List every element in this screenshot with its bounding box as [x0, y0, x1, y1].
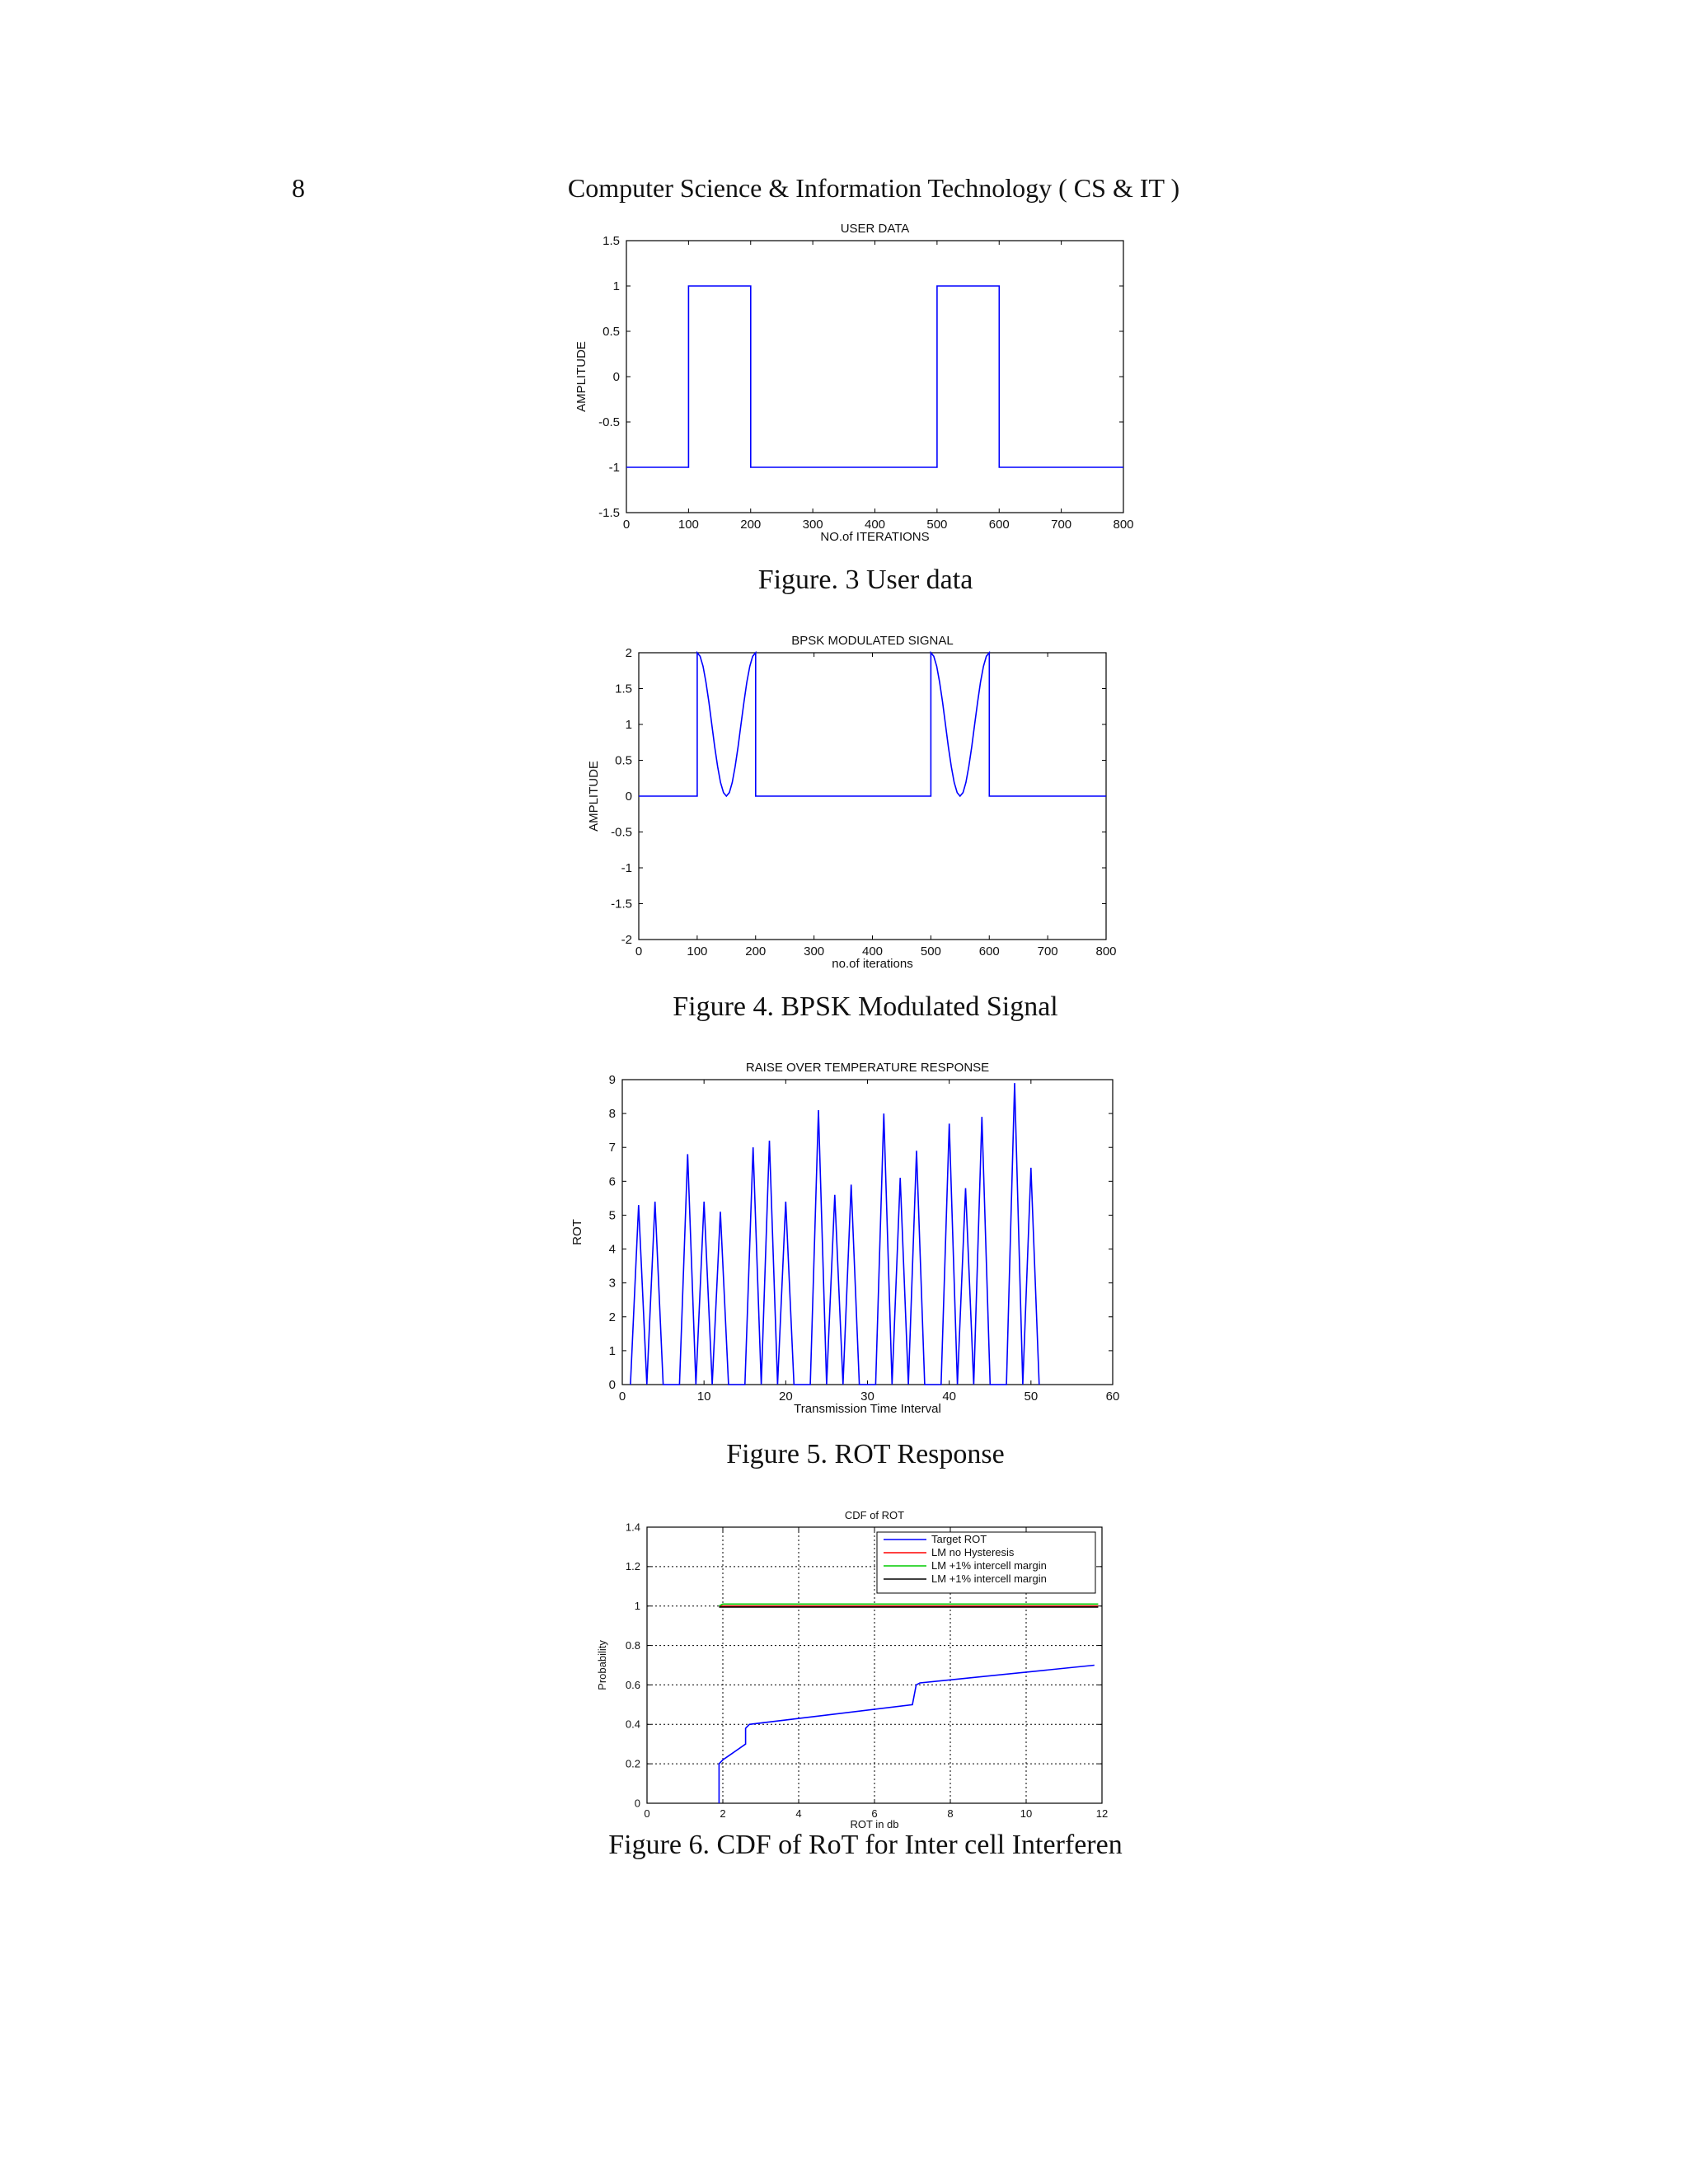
x-tick-label: 400: [864, 518, 886, 532]
y-tick-label: 1.5: [603, 234, 620, 248]
x-axis-label: Transmission Time Interval: [794, 1402, 941, 1416]
x-tick-label: 400: [861, 944, 884, 958]
y-tick-label: 0.4: [625, 1718, 640, 1731]
y-axis-label: AMPLITUDE: [574, 341, 588, 412]
figure-cdf-rot: [593, 1504, 1113, 1830]
y-axis-label: AMPLITUDE: [587, 761, 601, 832]
x-tick-label: 50: [1024, 1390, 1039, 1404]
y-tick-label: 0: [608, 1378, 616, 1392]
plot-frame: [622, 1080, 1113, 1385]
y-tick-label: -1.5: [611, 897, 632, 912]
series-line-0: [639, 653, 1106, 796]
chart-svg: [593, 1504, 1113, 1830]
y-tick-label: 4: [608, 1242, 616, 1257]
legend-label: LM +1% intercell margin: [931, 1572, 1047, 1585]
x-tick-label: 0: [622, 518, 631, 532]
x-tick-label: 20: [778, 1390, 793, 1404]
legend-label: LM no Hysteresis: [931, 1546, 1015, 1558]
y-tick-label: 8: [608, 1107, 616, 1122]
y-tick-label: -1: [621, 861, 632, 875]
y-tick-label: 0.8: [625, 1638, 640, 1652]
y-tick-label: -1.5: [598, 506, 620, 520]
series-line-0: [719, 1666, 1094, 1804]
x-tick-label: 800: [1113, 518, 1134, 532]
chart-title: CDF of ROT: [844, 1509, 905, 1521]
y-tick-label: 9: [608, 1073, 616, 1087]
chart-svg: [560, 216, 1154, 546]
figure-6-caption: Figure 6. CDF of RoT for Inter cell Interferen: [608, 1830, 1123, 1860]
x-tick-label: 12: [1095, 1807, 1109, 1820]
y-tick-label: 1: [634, 1600, 640, 1613]
y-tick-label: 1: [625, 718, 632, 732]
x-tick-label: 700: [1051, 518, 1072, 532]
y-tick-label: -0.5: [598, 415, 620, 429]
y-tick-label: 5: [608, 1208, 616, 1223]
x-tick-label: 0: [644, 1807, 650, 1820]
x-tick-label: 800: [1095, 944, 1117, 958]
x-tick-label: 200: [740, 518, 762, 532]
x-axis-label: ROT in db: [850, 1818, 899, 1830]
y-tick-label: 0.6: [625, 1678, 640, 1691]
y-tick-label: 3: [608, 1276, 616, 1291]
figure-3-caption: Figure. 3 User data: [757, 565, 973, 595]
x-tick-label: 600: [978, 944, 1000, 958]
x-tick-label: 40: [942, 1390, 957, 1404]
x-axis-label: NO.of ITERATIONS: [820, 530, 930, 544]
figure-user-data: [560, 216, 1154, 546]
y-tick-label: 2: [608, 1310, 616, 1324]
figure-5-caption: Figure 5. ROT Response: [726, 1439, 1005, 1469]
y-tick-label: 6: [608, 1174, 616, 1189]
chart-title: USER DATA: [840, 222, 910, 236]
y-tick-label: 1.2: [625, 1560, 640, 1573]
plot-frame: [626, 241, 1123, 513]
y-tick-label: 1: [612, 279, 620, 293]
x-tick-label: 300: [804, 944, 825, 958]
y-tick-label: 1: [608, 1343, 616, 1358]
x-tick-label: 500: [926, 518, 948, 532]
y-tick-label: -0.5: [611, 825, 632, 840]
y-tick-label: 1.4: [625, 1521, 640, 1534]
x-tick-label: 10: [1020, 1807, 1033, 1820]
x-tick-label: 100: [678, 518, 699, 532]
x-tick-label: 8: [947, 1807, 954, 1820]
chart-title: RAISE OVER TEMPERATURE RESPONSE: [745, 1061, 990, 1075]
page-number: 8: [292, 173, 305, 203]
x-tick-label: 4: [795, 1807, 802, 1820]
series-line-0: [631, 1083, 1039, 1385]
x-tick-label: 0: [618, 1390, 626, 1404]
y-tick-label: 1.5: [615, 682, 632, 696]
figure-rot-response: [570, 1055, 1121, 1418]
x-tick-label: 100: [687, 944, 708, 958]
x-tick-label: 60: [1105, 1390, 1120, 1404]
chart-svg: [570, 1055, 1121, 1418]
y-tick-label: 7: [608, 1141, 616, 1155]
y-tick-label: -1: [608, 461, 620, 475]
x-tick-label: 0: [635, 944, 643, 958]
x-tick-label: 6: [871, 1807, 878, 1820]
y-tick-label: 0: [612, 370, 620, 384]
x-tick-label: 700: [1037, 944, 1058, 958]
chart-svg: [577, 628, 1154, 974]
x-tick-label: 500: [920, 944, 941, 958]
y-tick-label: 0.2: [625, 1757, 640, 1770]
y-tick-label: 0: [625, 790, 632, 804]
x-axis-label: no.of iterations: [832, 957, 913, 971]
x-tick-label: 2: [720, 1807, 726, 1820]
figure-4-caption: Figure 4. BPSK Modulated Signal: [673, 991, 1058, 1022]
series-line-0: [626, 286, 1123, 467]
y-tick-label: 0.5: [615, 753, 632, 768]
x-tick-label: 200: [745, 944, 767, 958]
y-axis-label: ROT: [570, 1219, 584, 1245]
figure-bpsk-signal: [577, 628, 1154, 974]
legend-label: Target ROT: [931, 1533, 987, 1545]
legend-label: LM +1% intercell margin: [931, 1559, 1047, 1572]
x-tick-label: 10: [696, 1390, 711, 1404]
running-head: Computer Science & Information Technology ( CS & IT ): [567, 173, 1180, 203]
chart-title: BPSK MODULATED SIGNAL: [791, 634, 954, 648]
y-tick-label: 0: [634, 1797, 640, 1810]
x-tick-label: 600: [988, 518, 1010, 532]
y-tick-label: 0.5: [603, 325, 620, 339]
x-tick-label: 300: [802, 518, 823, 532]
x-tick-label: 30: [860, 1390, 874, 1404]
y-tick-label: 2: [625, 646, 632, 660]
y-tick-label: -2: [621, 933, 632, 947]
y-axis-label: Probability: [596, 1640, 608, 1690]
